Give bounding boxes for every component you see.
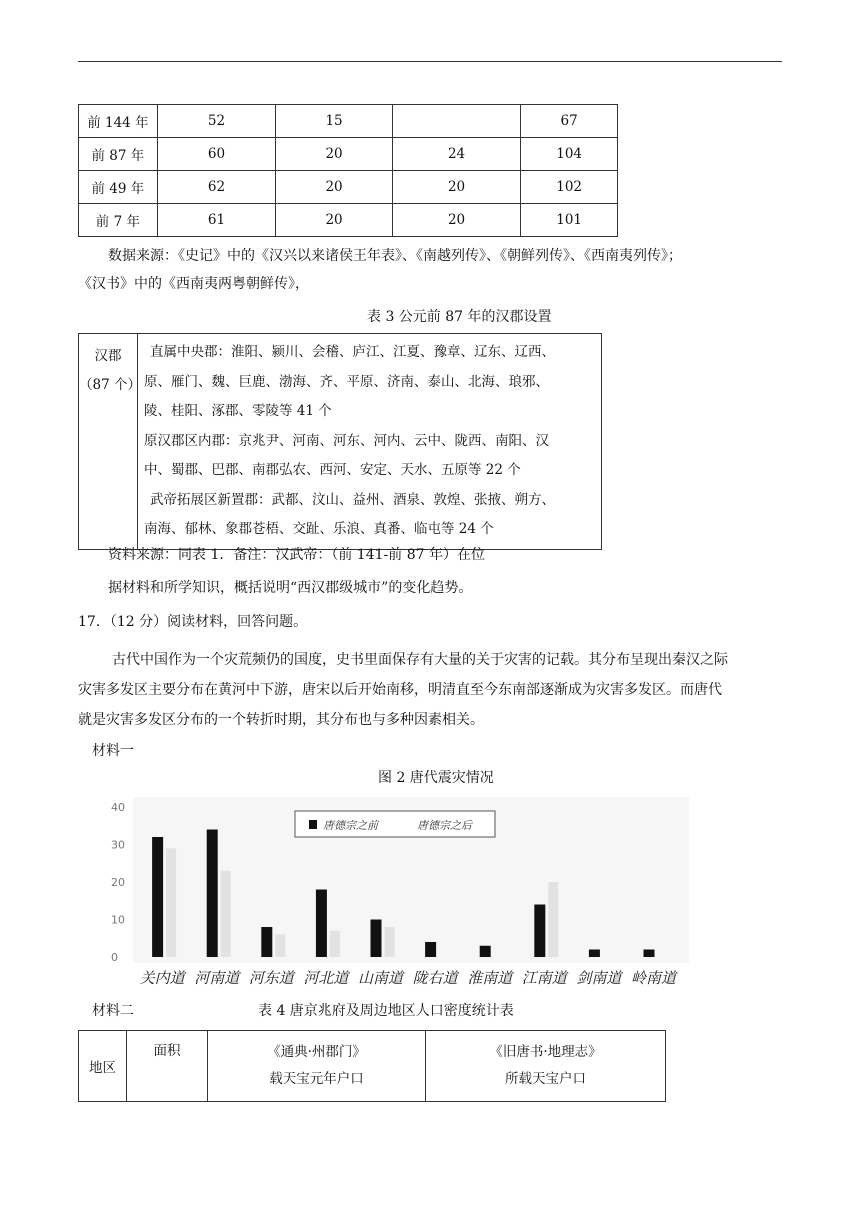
y-tick-label: 10 — [111, 913, 125, 927]
year-cell: 前 144 年 — [79, 105, 158, 138]
table4-header-source2 — [426, 1031, 666, 1102]
table3-line: 武帝拓展区新置郡：武都、汶山、益州、酒泉、敦煌、张掖、朔方、 — [150, 491, 555, 508]
category-label: 剑南道 — [576, 969, 622, 987]
category-label: 岭南道 — [631, 969, 677, 987]
paragraph-line-3: 就是灾害多发区分布的一个转折时期，其分布也与多种因素相关。 — [78, 712, 484, 728]
question-17-header: 17．（12 分）阅读材料，回答问题。 — [78, 614, 308, 630]
table4-source2-line1: 《旧唐书·地理志》 — [489, 1044, 602, 1060]
source-line-1: 数据来源：《史记》中的《汉兴以来诸侯王年表》、《南越列传》、《朝鲜列传》、《西南夷列传》； — [108, 248, 682, 264]
bar-after-8 — [548, 882, 558, 957]
bar-after-5 — [385, 927, 395, 957]
han-commandery-table — [78, 333, 602, 550]
question-16: 据材料和所学知识，概括说明“西汉郡级城市”的变化趋势。 — [108, 580, 473, 596]
table3-title: 表 3 公元前 87 年的汉郡设置 — [367, 309, 552, 325]
category-label: 河东道 — [248, 969, 294, 987]
header-rule — [78, 61, 782, 62]
table3-line: 直属中央郡：淮阳、颍川、会稽、庐江、江夏、豫章、辽东、辽西、 — [150, 344, 555, 360]
table4-source2-line2: 所载天宝户口 — [505, 1071, 586, 1087]
table4-source1-line1: 《通典·州郡门》 — [267, 1044, 366, 1060]
bar-before-1 — [152, 837, 163, 957]
paragraph-line-1: 古代中国作为一个灾荒频仍的国度，史书里面保存有大量的关于灾害的记载。其分布呈现出秦汉之际 — [112, 652, 728, 668]
count-cell: 61 — [157, 204, 276, 237]
table3-left-line2: （87 个） — [79, 377, 141, 393]
count-cell: 52 — [157, 105, 276, 138]
table-row — [79, 105, 618, 138]
count-cell: 15 — [276, 105, 393, 138]
category-label: 河北道 — [303, 969, 349, 987]
count-cell: 60 — [157, 138, 276, 171]
table3-left-line1: 汉郡 — [94, 348, 122, 364]
category-label: 关内道 — [139, 969, 185, 987]
count-cell: 20 — [276, 204, 393, 237]
bar-before-4 — [316, 890, 327, 958]
count-cell: 20 — [392, 204, 520, 237]
count-cell: 24 — [392, 138, 520, 171]
count-cell — [392, 105, 520, 138]
year-cell: 前 49 年 — [79, 171, 158, 204]
bar-before-6 — [425, 942, 436, 957]
commandery-count-table — [78, 104, 618, 237]
table-row — [79, 204, 618, 237]
earthquake-bar-chart — [97, 795, 689, 993]
table3-line: 陵、桂阳、涿郡、零陵等 41 个 — [144, 403, 332, 419]
count-cell: 20 — [276, 138, 393, 171]
count-cell: 101 — [521, 204, 618, 237]
bar-before-3 — [261, 927, 272, 957]
count-cell: 20 — [276, 171, 393, 204]
bar-after-1 — [166, 848, 176, 957]
table-row — [79, 138, 618, 171]
category-label: 陇右道 — [412, 969, 458, 987]
bar-before-7 — [480, 946, 491, 957]
table3-line: 原汉郡区内郡：京兆尹、河南、河东、河内、云中、陇西、南阳、汉 — [144, 432, 549, 449]
count-cell: 102 — [521, 171, 618, 204]
table4-header-region: 地区 — [79, 1031, 127, 1102]
table4-source1-line2: 载天宝元年户口 — [269, 1071, 364, 1087]
material-1-label: 材料一 — [92, 743, 134, 759]
table4-header-area: 面积 — [127, 1031, 208, 1102]
category-label: 江南道 — [521, 969, 567, 987]
bar-before-8 — [534, 905, 545, 958]
count-cell: 20 — [392, 171, 520, 204]
paragraph-line-2: 灾害多发区主要分布在黄河中下游，唐宋以后开始南移，明清直至今东南部逐渐成为灾害多发区。而唐代 — [78, 682, 722, 698]
count-cell: 104 — [521, 138, 618, 171]
legend-swatch-before — [309, 820, 317, 829]
category-label: 淮南道 — [467, 969, 513, 987]
table3-left-cell — [79, 334, 141, 550]
chart-svg — [97, 795, 689, 993]
table4-header-source1 — [208, 1031, 426, 1102]
table4-title: 表 4 唐京兆府及周边地区人口密度统计表 — [258, 1003, 514, 1019]
count-cell: 62 — [157, 171, 276, 204]
table3-line: 中、蜀郡、巴郡、南郡弘农、西河、安定、天水、五原等 22 个 — [144, 462, 521, 478]
legend-label-after: 唐德宗之后 — [417, 819, 472, 832]
category-label: 山南道 — [358, 969, 404, 987]
bar-after-3 — [275, 935, 285, 958]
table3-right-cell — [138, 334, 602, 550]
table3-line: 原、雁门、魏、巨鹿、渤海、齐、平原、济南、泰山、北海、琅邪、 — [144, 373, 549, 390]
category-label: 河南道 — [194, 969, 240, 987]
bar-after-4 — [330, 931, 340, 957]
table3-line: 南海、郁林、象郡苍梧、交趾、乐浪、真番、临屯等 24 个 — [144, 521, 494, 537]
bar-before-9 — [589, 950, 600, 958]
bar-before-10 — [644, 950, 655, 958]
bar-after-2 — [221, 871, 231, 957]
year-cell: 前 7 年 — [79, 204, 158, 237]
figure2-title: 图 2 唐代震灾情况 — [378, 770, 494, 786]
y-tick-label: 30 — [111, 838, 125, 852]
year-cell: 前 87 年 — [79, 138, 158, 171]
material-2-label: 材料二 — [92, 1003, 134, 1019]
bar-before-2 — [207, 830, 218, 958]
population-density-table — [78, 1030, 666, 1102]
table-row — [79, 171, 618, 204]
count-cell: 67 — [521, 105, 618, 138]
bar-before-5 — [371, 920, 382, 958]
y-tick-label: 20 — [111, 876, 125, 889]
source-line-2: 《汉书》中的《西南夷两粤朝鲜传》， — [78, 276, 309, 292]
note-line: 资料来源：同表 1．备注：汉武帝：（前 141-前 87 年）在位 — [108, 547, 485, 563]
y-tick-label: 0 — [111, 951, 118, 964]
y-tick-label: 40 — [111, 801, 125, 814]
legend-label-before: 唐德宗之前 — [323, 819, 378, 832]
